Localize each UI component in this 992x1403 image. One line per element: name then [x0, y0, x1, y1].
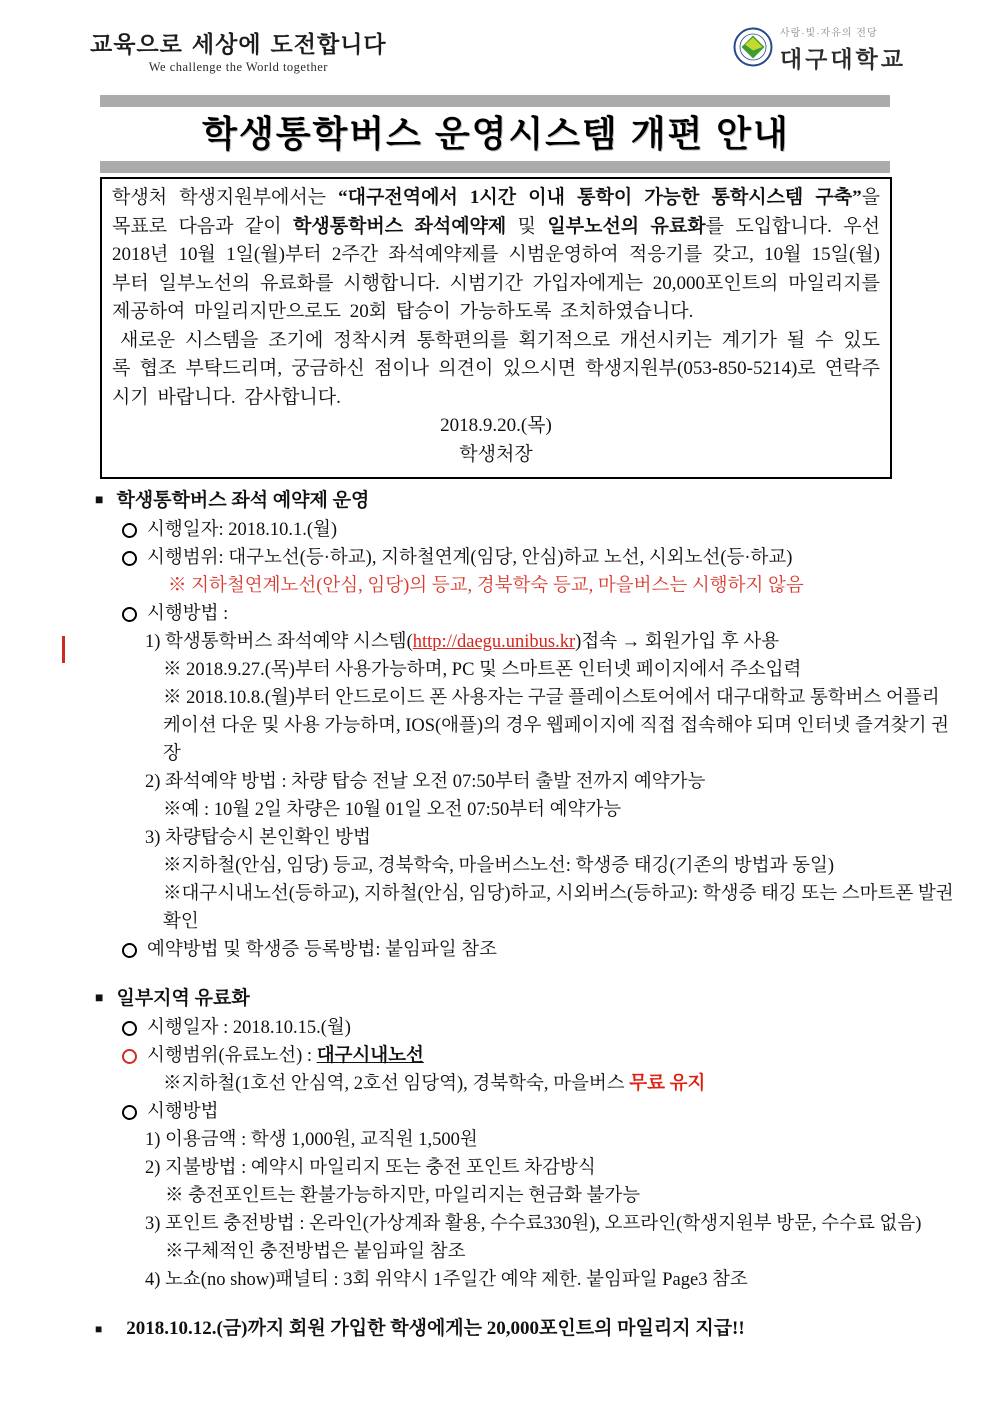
notice-paragraph-1 — [112, 184, 880, 327]
circle-bullet-icon — [122, 607, 137, 622]
list-item — [95, 516, 957, 544]
section1-sub1-note2: ※ 2018.10.8.(월)부터 안드로이드 폰 사용자는 구글 플레이스토어에서 대구대학교 통학버스 어플리케이션 다운 및 사용 가능하며, IOS(애플)의 경우 웹페이지에 직접 접속해야 되며 인터넷 즐겨찾기 권장 — [163, 688, 949, 764]
section2-item1: 시행일자 : 2018.10.15.(월) — [147, 1018, 351, 1038]
section2-sub3-note: ※구체적인 충전방법은 붙임파일 참조 — [165, 1242, 466, 1262]
section2-sub2: 2) 지불방법 : 예약시 마일리지 또는 충전 포인트 차감방식 — [145, 1158, 596, 1178]
circle-bullet-icon — [122, 943, 137, 958]
notice-text-bold: 일부노선의 유료화 — [547, 215, 706, 237]
list-item — [95, 544, 957, 572]
paid-route-emphasis: 대구시내노선 — [316, 1046, 424, 1066]
footer-text: 2018.10.12.(금)까지 회원 가입한 학생에게는 20,000포인트의 마일리지 지급!! — [126, 1318, 745, 1339]
circle-bullet-icon — [122, 523, 137, 538]
section1-sub3: 3) 차량탑승시 본인확인 방법 — [145, 828, 371, 848]
section1-title: 학생통학버스 좌석 예약제 운영 — [116, 490, 370, 511]
university-logo — [733, 24, 906, 74]
university-slogan — [90, 26, 387, 75]
square-bullet-icon: ■ — [95, 991, 104, 1006]
section2-heading — [95, 985, 957, 1013]
section2-sub4: 4) 노쇼(no show)패널티 : 3회 위약시 1주일간 예약 제한. 붙임파일 Page3 참조 — [145, 1270, 748, 1290]
list-item — [95, 936, 957, 964]
notice-signer: 학생처장 — [459, 443, 533, 465]
square-bullet-icon: ■ — [95, 493, 104, 508]
sub1-suffix: )접속 → 회원가입 후 사용 — [575, 632, 780, 652]
section2-item3: 시행방법 — [147, 1102, 219, 1122]
red-circle-bullet-icon — [122, 1049, 137, 1064]
sub1-prefix: 1) 학생통학버스 좌석예약 시스템( — [145, 632, 413, 652]
logo-text — [780, 24, 906, 74]
section1-item2: 시행범위: 대구노선(등·하교), 지하철연계(임당, 안심)하교 노선, 시외노선(등·하교) — [147, 548, 793, 568]
section1-item2-note: ※ 지하철연계노선(안심, 임당)의 등교, 경북학숙 등교, 마을버스는 시행하지 않음 — [168, 576, 804, 596]
footer-announcement — [95, 1315, 957, 1343]
section1-heading — [95, 487, 957, 515]
title-bottom-bar — [100, 161, 890, 173]
notice-box — [100, 177, 892, 479]
section2-sub3: 3) 포인트 충전방법 : 온라인(가상계좌 활용, 수수료330원), 오프라인(학생지원부 방문, 수수료 없음) — [145, 1214, 922, 1234]
free-maintained-emphasis: 무료 유지 — [629, 1074, 706, 1094]
square-bullet-icon: ■ — [95, 1322, 103, 1336]
item2-prefix: 시행범위(유료노선) : — [147, 1046, 317, 1066]
list-item — [95, 1042, 957, 1070]
university-motto: 사랑·빛·자유의 전당 — [779, 28, 878, 39]
section1-item3: 시행방법 : — [147, 604, 229, 624]
section1-item1: 시행일자: 2018.10.1.(월) — [147, 520, 338, 540]
notice-text: 및 — [506, 215, 548, 237]
section2-sub1: 1) 이용금액 : 학생 1,000원, 교직원 1,500원 — [145, 1130, 478, 1150]
document-body — [95, 487, 957, 1343]
notice-text: 을 목표로 다음과 같이 — [112, 187, 880, 237]
section2-title: 일부지역 유료화 — [116, 988, 250, 1009]
university-name: 대구대학교 — [779, 46, 906, 72]
section1-item4: 예약방법 및 학생증 등록방법: 붙임파일 참조 — [147, 940, 497, 960]
list-item — [95, 1098, 957, 1126]
circle-bullet-icon — [122, 551, 137, 566]
notice-text-bold: 학생통학버스 좌석예약제 — [292, 215, 507, 237]
revision-mark-bar — [62, 636, 65, 663]
section2-item2 — [147, 1042, 424, 1070]
page-title: 학생통학버스 운영시스템 개편 안내 — [202, 113, 790, 154]
section1-sub1-note1: ※ 2018.9.27.(목)부터 사용가능하며, PC 및 스마트폰 인터넷 페이지에서 주소입력 — [163, 660, 802, 680]
notice-text: 를 도입합니다. 우선 2018년 10월 1일(월)부터 2주간 좌석예약제를 시범운영하여 적응기를 갖고, 10월 15일(월)부터 일부노선의 유료화를 시행합니다. 시범기간 가입자에게는 20,000포인트의 마일리지를 제공하여 마일리지만으로도 20회 탑승이 가능하도록 조치하였습니다. — [112, 215, 880, 322]
slogan-english: We challenge the World together — [148, 60, 328, 74]
circle-bullet-icon — [122, 1105, 137, 1120]
section1-sub1 — [95, 628, 957, 656]
notice-date: 2018.9.20.(목) — [440, 415, 552, 436]
university-emblem-icon — [733, 27, 773, 72]
notice-paragraph-2: 새로운 시스템을 조기에 정착시켜 통학편의를 획기적으로 개선시키는 계기가 될 수 있도록 협조 부탁드리며, 궁금하신 점이나 의견이 있으시면 학생지원부(053-850-5214)로 연락주시기 바랍니다. 감사합니다. — [112, 329, 880, 408]
section1-sub2-note: ※예 : 10월 2일 차량은 10월 01일 오전 07:50부터 예약가능 — [163, 800, 622, 820]
section1-sub2: 2) 좌석예약 방법 : 차량 탑승 전날 오전 07:50부터 출발 전까지 예약가능 — [145, 772, 706, 792]
page-header — [90, 20, 906, 75]
list-item — [95, 1014, 957, 1042]
section2-sub2-note: ※ 충전포인트는 환불가능하지만, 마일리지는 현금화 불가능 — [165, 1186, 641, 1206]
reservation-system-link[interactable]: http://daegu.unibus.kr — [412, 632, 576, 652]
slogan-korean: 교육으로 세상에 도전합니다 — [90, 31, 387, 58]
section1-sub3-note2: ※대구시내노선(등하교), 지하철(안심, 임당)하교, 시외버스(등하교): 학생증 태깅 또는 스마트폰 발권 확인 — [163, 884, 954, 932]
list-item — [95, 600, 957, 628]
item2-note-prefix: ※지하철(1호선 안심역, 2호선 임당역), 경북학숙, 마을버스 — [163, 1074, 630, 1094]
section2-item2-note — [95, 1070, 957, 1098]
notice-text: 학생처 학생지원부에서는 — [112, 187, 339, 208]
circle-bullet-icon — [122, 1021, 137, 1036]
notice-text-bold: “대구전역에서 1시간 이내 통학이 가능한 통학시스템 구축” — [338, 187, 862, 208]
section1-sub3-note1: ※지하철(안심, 임당) 등교, 경북학숙, 마을버스노선: 학생증 태깅(기존의 방법과 동일) — [163, 856, 835, 876]
